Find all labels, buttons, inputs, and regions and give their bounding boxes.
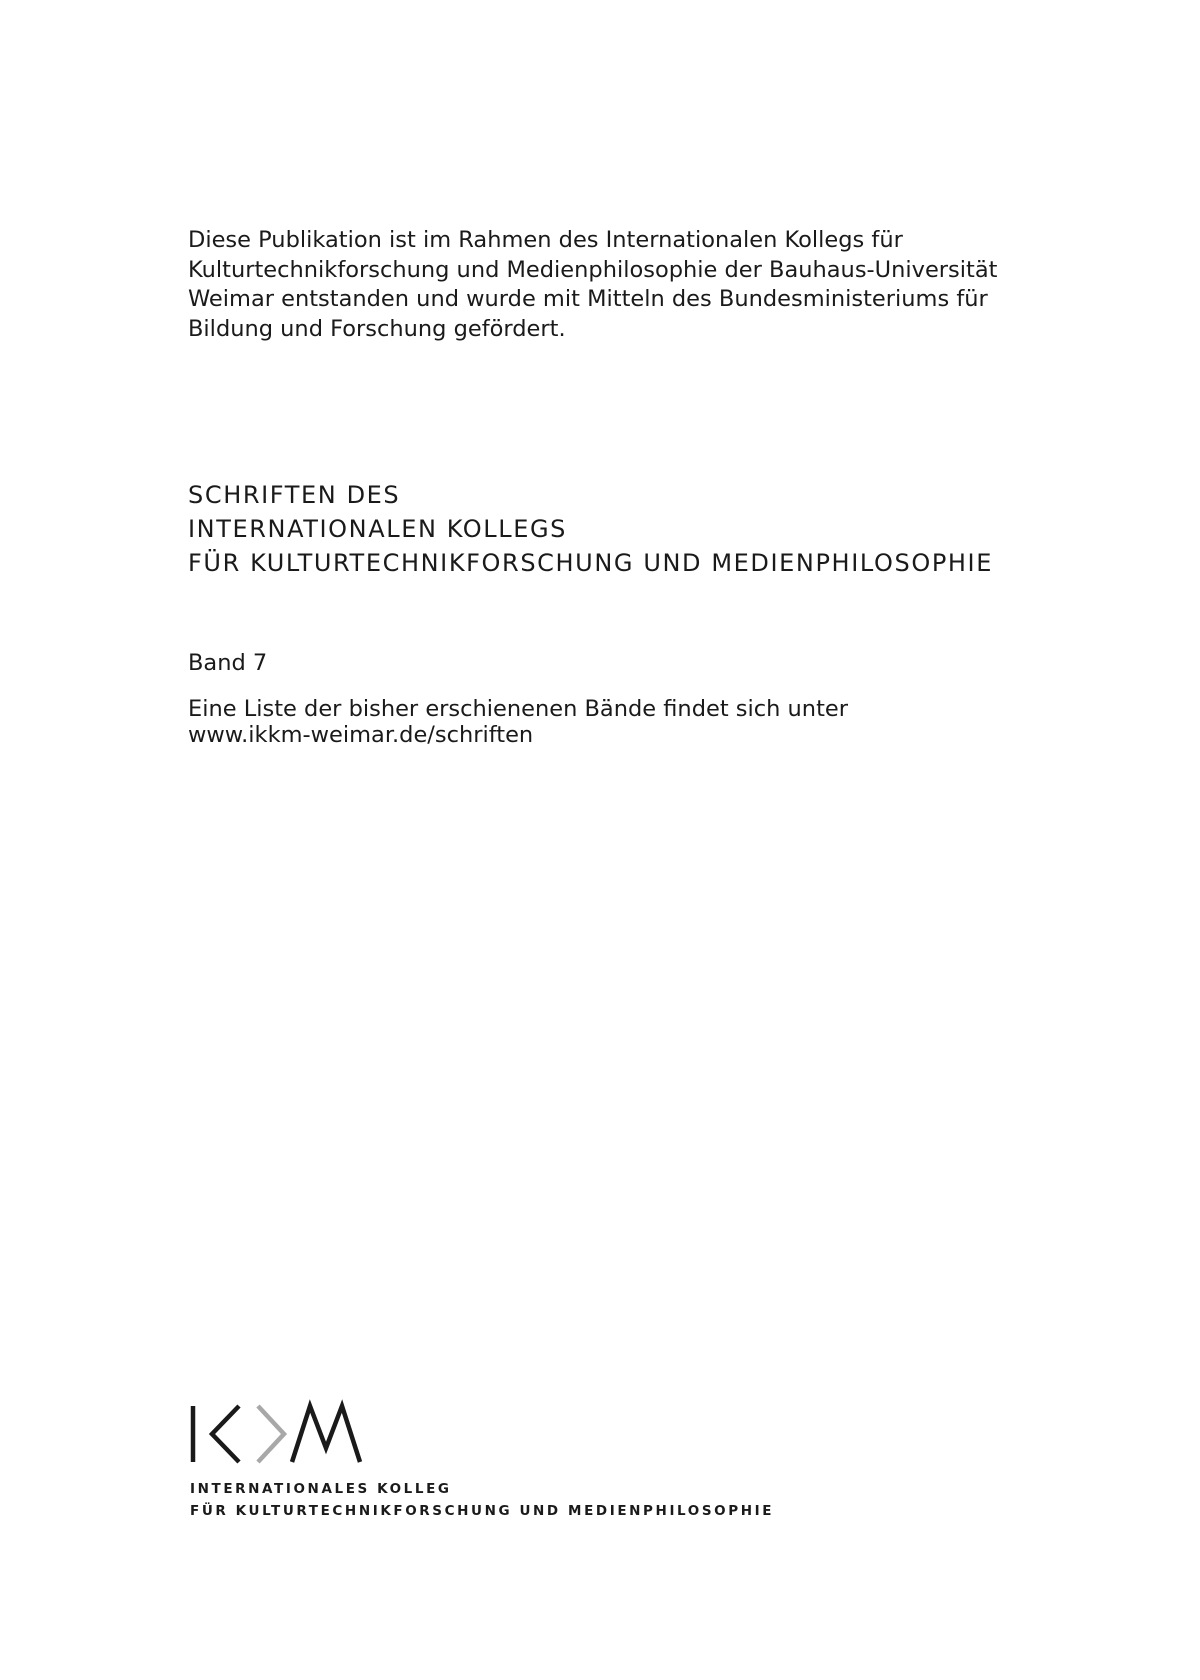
logo-caption-line: FÜR KULTURTECHNIKFORSCHUNG UND MEDIENPHILOSOPHIE xyxy=(190,1503,775,1519)
series-title-line: FÜR KULTURTECHNIKFORSCHUNG UND MEDIENPHILOSOPHIE xyxy=(188,549,993,577)
logo-chevron-left xyxy=(212,1406,239,1462)
series-title-line: INTERNATIONALEN KOLLEGS xyxy=(188,515,568,543)
list-note-url: www.ikkm-weimar.de/schriften xyxy=(188,722,534,748)
series-title-line: SCHRIFTEN DES xyxy=(188,481,401,509)
logo-caption xyxy=(190,1478,774,1522)
logo-caption-line: INTERNATIONALES KOLLEG xyxy=(190,1481,452,1497)
funding-note xyxy=(188,226,1008,344)
funding-note-line: Weimar entstanden und wurde mit Mitteln des Bundesministeriums für xyxy=(188,286,988,312)
funding-note-line: Diese Publikation ist im Rahmen des Internationalen Kollegs für xyxy=(188,227,903,253)
volume-list-note xyxy=(188,696,848,748)
funding-note-line: Kulturtechnikforschung und Medienphilosophie der Bauhaus-Universität xyxy=(188,256,998,283)
logo-letter-m xyxy=(292,1406,360,1462)
logo-chevron-right xyxy=(258,1406,284,1462)
funding-note-line: Bildung und Forschung gefördert. xyxy=(188,315,566,342)
series-title xyxy=(188,478,993,580)
volume-number: Band 7 xyxy=(188,650,268,676)
list-note-text: Eine Liste der bisher erschienenen Bände findet sich unter xyxy=(188,696,848,722)
ikkm-logo xyxy=(188,1398,388,1468)
